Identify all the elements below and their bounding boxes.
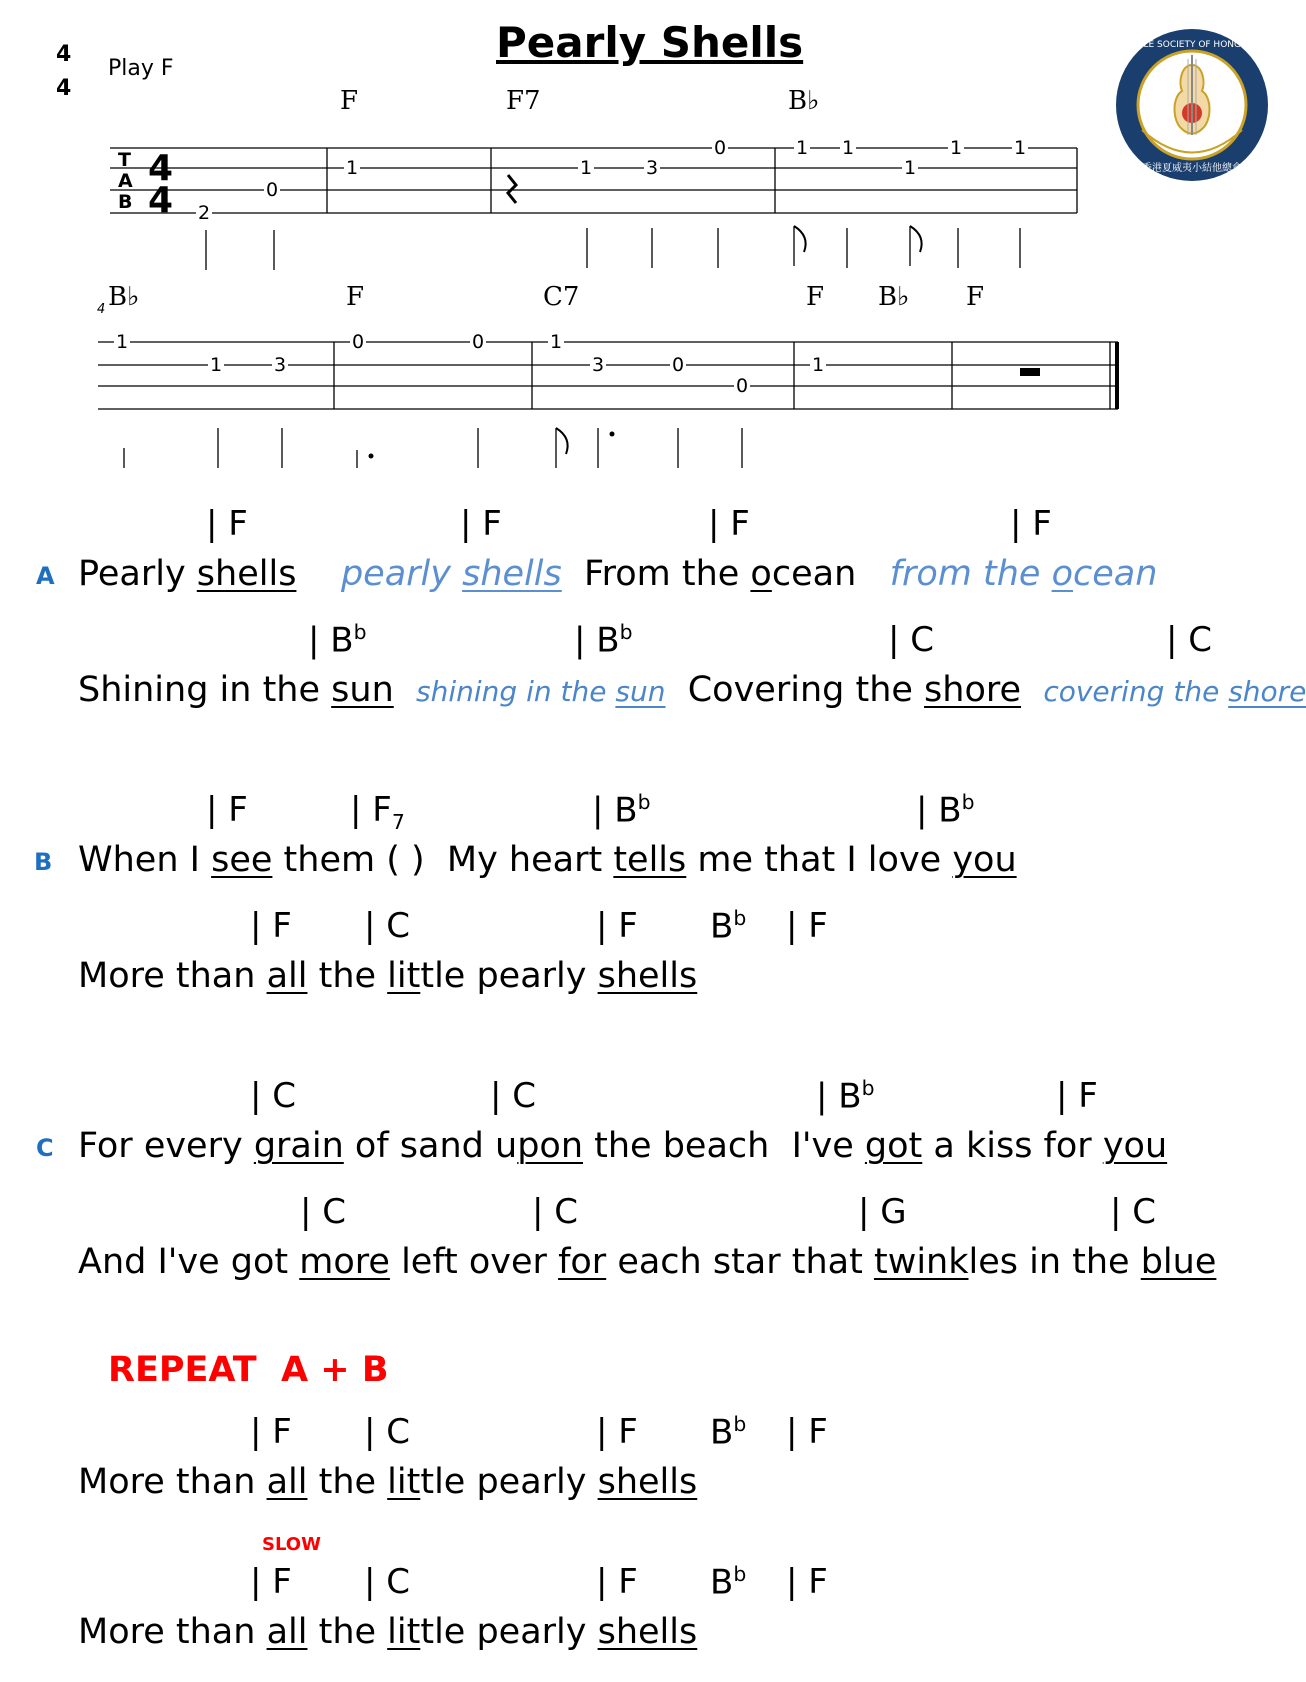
- lyric-line: More than all the little pearly shells: [78, 1612, 698, 1652]
- tab-fret-number: 1: [950, 137, 963, 159]
- chord-marker: | C: [364, 906, 411, 946]
- time-signature-bottom: 4: [56, 76, 72, 101]
- play-note: Play F: [108, 56, 174, 81]
- tab-fret-number: 1: [904, 157, 917, 179]
- tab-fret-number: 1: [210, 354, 223, 376]
- tab-fret-number: 0: [672, 354, 685, 376]
- lyric-line: For every grain of sand upon the beach I've got a kiss for you: [78, 1126, 1168, 1166]
- tab-chord: B♭: [108, 282, 140, 312]
- svg-text:4: 4: [148, 180, 174, 221]
- tab-fret-number: 1: [1014, 137, 1027, 159]
- tab-fret-number: 0: [352, 331, 365, 353]
- lyric-line: Pearly shells pearly shells From the ocean from the ocean: [78, 554, 1158, 594]
- chord-marker: | $F_7$: [350, 790, 405, 834]
- tab-chord: F: [346, 282, 365, 312]
- tab-chord: C7: [543, 282, 580, 312]
- tab-fret-number: 3: [646, 157, 659, 179]
- svg-text:B: B: [118, 191, 133, 213]
- tab-chord: F: [340, 86, 359, 116]
- tab-chord: F: [806, 282, 825, 312]
- tab-fret-number: 2: [198, 202, 211, 224]
- tab-staff-row-1: [0, 0, 1264, 270]
- measure-number: 4: [97, 302, 106, 317]
- lyric-line: When I see them ( ) My heart tells me that I love you: [78, 840, 1017, 880]
- tab-chord: F7: [506, 86, 541, 116]
- chord-marker: | C: [888, 620, 935, 660]
- lyric-line: And I've got more left over for each star that twinkles in the blue: [78, 1242, 1217, 1282]
- tab-fret-number: 0: [736, 375, 749, 397]
- tab-fret-number: 1: [580, 157, 593, 179]
- tab-fret-number: 3: [592, 354, 605, 376]
- tab-fret-number: 1: [346, 157, 359, 179]
- time-signature-top: 4: [56, 42, 72, 67]
- tab-fret-number: 0: [472, 331, 485, 353]
- chord-marker: $B^b$: [710, 1412, 747, 1453]
- chord-marker: | F: [596, 906, 638, 946]
- song-title: Pearly Shells: [496, 18, 804, 67]
- chord-marker: | G: [858, 1192, 907, 1232]
- chord-marker: | F: [786, 906, 828, 946]
- chord-marker: | F: [206, 504, 248, 544]
- tab-fret-number: 1: [116, 331, 129, 353]
- lyric-line: More than all the little pearly shells: [78, 1462, 698, 1502]
- repeat-instruction: REPEAT A + B: [108, 1350, 389, 1390]
- tab-fret-number: 3: [274, 354, 287, 376]
- svg-text:UKULELE SOCIETY OF HONG KONG: UKULELE SOCIETY OF HONG KONG: [1114, 40, 1271, 50]
- chord-marker: | C: [532, 1192, 579, 1232]
- tab-lines-row-2: [0, 270, 1264, 470]
- chord-marker: | F: [708, 504, 750, 544]
- chord-marker: | $B^b$: [592, 790, 651, 831]
- chord-marker: | $B^b$: [308, 620, 367, 661]
- section-label-c: C: [36, 1134, 54, 1162]
- tab-fret-number: 1: [842, 137, 855, 159]
- chord-marker: | C: [490, 1076, 537, 1116]
- section-label-a: A: [36, 562, 55, 590]
- chord-marker: | F: [250, 1562, 292, 1602]
- chord-marker: $B^b$: [710, 1562, 747, 1603]
- section-label-b: B: [34, 848, 53, 876]
- chord-marker: | F: [786, 1562, 828, 1602]
- chord-marker: $B^b$: [710, 906, 747, 947]
- tab-fret-number: 1: [796, 137, 809, 159]
- chord-marker: | C: [1166, 620, 1213, 660]
- chord-marker: | F: [786, 1412, 828, 1452]
- chord-marker: | C: [250, 1076, 297, 1116]
- chord-marker: | F: [460, 504, 502, 544]
- chord-marker: | $B^b$: [916, 790, 975, 831]
- chord-marker: | F: [250, 906, 292, 946]
- svg-text:4: 4: [148, 148, 174, 189]
- chord-marker: | C: [364, 1412, 411, 1452]
- chord-marker: | F: [206, 790, 248, 830]
- tab-fret-number: 0: [714, 137, 727, 159]
- chord-marker: | F: [596, 1412, 638, 1452]
- tab-chord: B♭: [788, 86, 820, 116]
- chord-marker: | $B^b$: [574, 620, 633, 661]
- chord-marker: | F: [596, 1562, 638, 1602]
- tab-staff-row-2: [0, 270, 1264, 470]
- tab-fret-number: 1: [812, 354, 825, 376]
- tab-chord: B♭: [878, 282, 910, 312]
- lyric-line: More than all the little pearly shells: [78, 956, 698, 996]
- chord-marker: | C: [300, 1192, 347, 1232]
- chord-marker: | C: [1110, 1192, 1157, 1232]
- chord-marker: | F: [1010, 504, 1052, 544]
- chord-marker: | F: [1056, 1076, 1098, 1116]
- svg-text:A: A: [118, 170, 133, 192]
- svg-text:T: T: [118, 149, 131, 171]
- tab-fret-number: 0: [266, 179, 279, 201]
- chord-marker: | F: [250, 1412, 292, 1452]
- chord-marker: | $B^b$: [816, 1076, 875, 1117]
- chord-marker: | C: [364, 1562, 411, 1602]
- tab-fret-number: 1: [550, 331, 563, 353]
- tab-lines-row-1: [0, 0, 1264, 270]
- lyric-line: Shining in the sun shining in the sun Covering the shore covering the shore: [78, 670, 1306, 710]
- svg-text:香港夏威夷小結他總會: 香港夏威夷小結他總會: [1142, 163, 1243, 174]
- tab-chord: F: [966, 282, 985, 312]
- slow-instruction: SLOW: [262, 1534, 321, 1555]
